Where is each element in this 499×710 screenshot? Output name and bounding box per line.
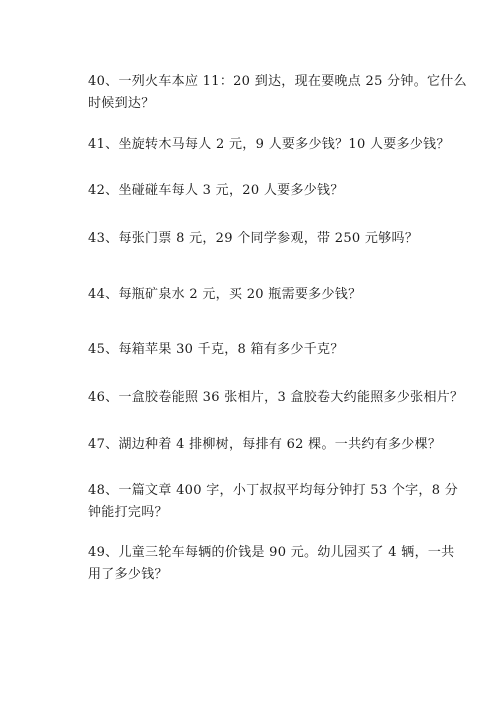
problem-text-line: 42、坐碰碰车每人 3 元，20 人要多少钱？ xyxy=(88,183,344,198)
problem-text-line: 41、坐旋转木马每人 2 元，9 人要多少钱？10 人要多少钱？ xyxy=(88,137,450,152)
problem-40 xyxy=(88,71,467,115)
problem-48 xyxy=(88,480,459,524)
problem-text-line: 43、每张门票 8 元，29 个同学参观，带 250 元够吗？ xyxy=(88,231,419,246)
problem-43 xyxy=(88,228,424,250)
problem-49 xyxy=(88,542,455,586)
problem-text-line: 46、一盒胶卷能照 36 张相片，3 盒胶卷大约能照多少张相片？ xyxy=(88,390,464,405)
problem-42 xyxy=(88,180,424,202)
problem-45 xyxy=(88,339,424,361)
problem-47 xyxy=(88,434,442,456)
problem-text-line: 47、湖边种着 4 排柳树，每排有 62 棵。一共约有多少棵？ xyxy=(88,437,442,452)
problem-text-line: 用了多少钱？ xyxy=(88,567,168,582)
problem-text-line: 48、一篇文章 400 字，小丁叔叔平均每分钟打 53 个字，8 分 xyxy=(88,483,459,498)
problem-text-line: 时候到达？ xyxy=(88,96,155,111)
problem-text-line: 45、每箱苹果 30 千克，8 箱有多少千克？ xyxy=(88,342,344,357)
problem-44 xyxy=(88,284,424,306)
problem-text-line: 钟能打完吗？ xyxy=(88,505,168,520)
problem-text-line: 44、每瓶矿泉水 2 元，买 20 瓶需要多少钱？ xyxy=(88,287,362,302)
problem-46 xyxy=(88,387,464,409)
problem-text-line: 40、一列火车本应 11：20 到达，现在要晚点 25 分钟。它什么 xyxy=(88,74,467,89)
problem-text-line: 49、儿童三轮车每辆的价钱是 90 元。幼儿园买了 4 辆，一共 xyxy=(88,545,455,560)
problem-41 xyxy=(88,134,450,156)
